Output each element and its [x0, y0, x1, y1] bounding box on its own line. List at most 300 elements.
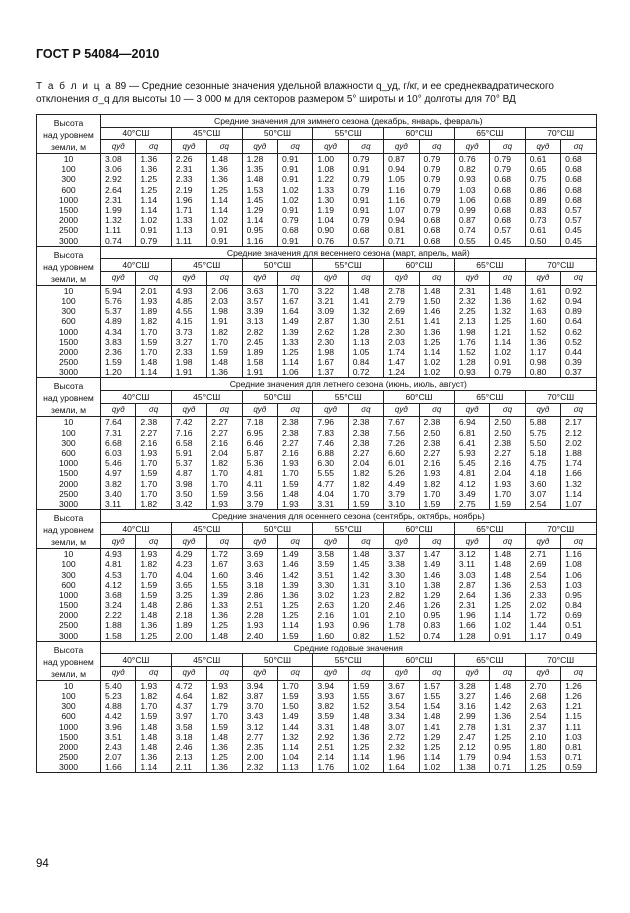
sigma-value-cell: 0.71	[561, 752, 597, 762]
sigma-value-cell: 0.79	[348, 185, 383, 195]
sigma-value-cell: 1.82	[136, 316, 171, 326]
q-value-cell: 3.30	[384, 569, 419, 579]
sigma-value-cell: 1.36	[490, 711, 525, 721]
height-stub-line: Высота	[53, 644, 84, 655]
height-cell: 2500	[37, 357, 101, 367]
q-value-cell: 1.24	[384, 367, 419, 378]
sigma-value-cell: 1.25	[419, 337, 454, 347]
sigma-value-cell: 0.79	[348, 154, 383, 165]
sigma-value-cell: 1.59	[136, 590, 171, 600]
q-header: qуд	[242, 271, 277, 285]
q-value-cell: 3.97	[171, 711, 206, 721]
sigma-value-cell: 1.14	[419, 752, 454, 762]
height-cell: 2000	[37, 347, 101, 357]
height-cell: 1500	[37, 205, 101, 215]
sigma-value-cell: 1.36	[136, 154, 171, 165]
q-value-cell: 3.42	[171, 499, 206, 510]
q-value-cell: 2.16	[313, 610, 348, 620]
q-value-cell: 2.78	[384, 285, 419, 296]
sigma-value-cell: 1.70	[207, 711, 242, 721]
sigma-value-cell: 0.91	[207, 236, 242, 247]
q-value-cell: 1.89	[242, 347, 277, 357]
sigma-value-cell: 0.37	[561, 367, 597, 378]
q-value-cell: 4.23	[171, 559, 206, 569]
sigma-value-cell: 0.91	[277, 154, 312, 165]
latitude-header: 70°СШ	[525, 391, 596, 404]
q-value-cell: 1.11	[171, 236, 206, 247]
q-value-cell: 0.95	[242, 225, 277, 235]
q-value-cell: 3.24	[101, 600, 136, 610]
latitude-header: 40°СШ	[101, 259, 172, 272]
sigma-value-cell: 1.70	[136, 347, 171, 357]
sigma-value-cell: 0.68	[277, 225, 312, 235]
q-value-cell: 0.71	[384, 236, 419, 247]
q-value-cell: 6.60	[384, 448, 419, 458]
table-row	[37, 367, 597, 378]
height-cell: 2500	[37, 752, 101, 762]
sigma-value-cell: 1.08	[561, 559, 597, 569]
q-value-cell: 1.53	[242, 185, 277, 195]
sigma-value-cell: 1.14	[277, 620, 312, 630]
q-value-cell: 2.32	[384, 742, 419, 752]
q-value-cell: 5.45	[454, 458, 489, 468]
q-value-cell: 5.91	[171, 448, 206, 458]
q-value-cell: 4.15	[171, 316, 206, 326]
section-title-row	[37, 641, 597, 654]
latitude-header: 40°СШ	[101, 654, 172, 667]
sigma-value-cell: 1.04	[277, 752, 312, 762]
q-value-cell: 7.96	[313, 417, 348, 428]
sigma-value-cell: 1.48	[419, 711, 454, 721]
sigma-value-cell: 0.79	[419, 185, 454, 195]
sigma-value-cell: 1.48	[490, 549, 525, 560]
sigma-value-cell: 1.14	[136, 762, 171, 773]
q-value-cell: 7.31	[101, 428, 136, 438]
sigma-value-cell: 1.59	[490, 499, 525, 510]
table-row	[37, 174, 597, 184]
sigma-value-cell: 1.66	[561, 468, 597, 478]
q-value-cell: 2.18	[171, 610, 206, 620]
sigma-value-cell: 1.82	[207, 458, 242, 468]
q-value-cell: 2.99	[454, 711, 489, 721]
sigma-value-cell: 1.44	[277, 722, 312, 732]
q-header: qуд	[171, 271, 206, 285]
section-title-row	[37, 115, 597, 128]
q-value-cell: 1.14	[242, 215, 277, 225]
latitude-header-row	[37, 127, 597, 140]
sigma-value-cell: 0.57	[348, 236, 383, 247]
table-row	[37, 428, 597, 438]
q-value-cell: 3.57	[242, 296, 277, 306]
q-value-cell: 4.72	[171, 680, 206, 691]
table-row	[37, 185, 597, 195]
sigma-value-cell: 1.14	[561, 489, 597, 499]
height-cell: 10	[37, 285, 101, 296]
sigma-value-cell: 1.29	[419, 732, 454, 742]
table-row	[37, 337, 597, 347]
sigma-value-cell: 1.25	[419, 742, 454, 752]
table-row	[37, 479, 597, 489]
latitude-header: 70°СШ	[525, 654, 596, 667]
q-header: qуд	[384, 271, 419, 285]
q-value-cell: 2.33	[171, 347, 206, 357]
sigma-value-cell: 0.68	[561, 174, 597, 184]
q-value-cell: 2.32	[242, 762, 277, 773]
q-header: qуд	[313, 271, 348, 285]
q-value-cell: 0.65	[525, 164, 560, 174]
table-row	[37, 417, 597, 428]
height-cell: 300	[37, 174, 101, 184]
sigma-value-cell: 1.14	[136, 367, 171, 378]
sigma-value-cell: 1.93	[277, 499, 312, 510]
q-value-cell: 3.09	[313, 306, 348, 316]
q-value-cell: 1.17	[525, 347, 560, 357]
q-value-cell: 1.64	[384, 762, 419, 773]
q-value-cell: 2.31	[454, 285, 489, 296]
q-value-cell: 1.16	[384, 185, 419, 195]
q-value-cell: 1.93	[242, 620, 277, 630]
sigma-value-cell: 1.36	[136, 620, 171, 630]
sigma-value-cell: 1.41	[419, 316, 454, 326]
latitude-header: 45°СШ	[171, 654, 242, 667]
q-value-cell: 1.20	[101, 367, 136, 378]
q-value-cell: 3.43	[242, 711, 277, 721]
q-header: qуд	[171, 140, 206, 154]
sigma-value-cell: 1.25	[207, 752, 242, 762]
sigma-value-cell: 1.93	[136, 296, 171, 306]
sigma-value-cell: 1.59	[136, 580, 171, 590]
q-value-cell: 1.99	[101, 205, 136, 215]
q-value-cell: 5.46	[101, 458, 136, 468]
q-value-cell: 3.51	[313, 569, 348, 579]
height-stub-line: земли, м	[50, 668, 87, 679]
sigma-value-cell: 1.49	[419, 559, 454, 569]
sigma-value-cell: 1.21	[490, 326, 525, 336]
q-value-cell: 5.93	[454, 448, 489, 458]
q-value-cell: 1.25	[525, 762, 560, 773]
sigma-header: σq	[207, 271, 242, 285]
sigma-value-cell: 0.91	[277, 205, 312, 215]
height-cell: 3000	[37, 236, 101, 247]
q-value-cell: 2.62	[313, 326, 348, 336]
height-stub-line: Высота	[53, 118, 84, 128]
q-value-cell: 4.75	[525, 458, 560, 468]
sigma-value-cell: 0.59	[561, 762, 597, 773]
sigma-value-cell: 0.72	[348, 367, 383, 378]
sigma-value-cell: 1.59	[207, 722, 242, 732]
q-value-cell: 1.35	[242, 164, 277, 174]
q-value-cell: 2.64	[454, 590, 489, 600]
q-header: qуд	[384, 403, 419, 417]
q-value-cell: 1.63	[525, 306, 560, 316]
q-value-cell: 0.75	[525, 174, 560, 184]
sigma-value-cell: 2.38	[136, 417, 171, 428]
sigma-value-cell: 2.16	[490, 458, 525, 468]
sigma-value-cell: 1.25	[490, 600, 525, 610]
sigma-value-cell: 1.06	[561, 569, 597, 579]
sigma-header: σq	[490, 271, 525, 285]
latitude-header: 50°СШ	[242, 127, 313, 140]
q-header: qуд	[313, 403, 348, 417]
sigma-header: σq	[348, 271, 383, 285]
q-value-cell: 4.81	[454, 468, 489, 478]
latitude-header: 45°СШ	[171, 127, 242, 140]
sigma-value-cell: 0.94	[561, 296, 597, 306]
sigma-header: σq	[348, 140, 383, 154]
sigma-value-cell: 1.48	[207, 154, 242, 165]
q-value-cell: 4.97	[101, 468, 136, 478]
sigma-value-cell: 2.04	[490, 468, 525, 478]
table-row	[37, 691, 597, 701]
sigma-value-cell: 0.68	[419, 215, 454, 225]
table-row	[37, 285, 597, 296]
sigma-value-cell: 0.84	[561, 600, 597, 610]
sigma-value-cell: 0.96	[348, 620, 383, 630]
q-value-cell: 1.76	[454, 337, 489, 347]
q-value-cell: 1.66	[101, 762, 136, 773]
table-row	[37, 701, 597, 711]
sigma-value-cell: 2.50	[490, 428, 525, 438]
latitude-header: 55°СШ	[313, 522, 384, 535]
q-value-cell: 1.28	[242, 154, 277, 165]
q-value-cell: 3.59	[313, 559, 348, 569]
sigma-value-cell: 0.68	[561, 164, 597, 174]
q-value-cell: 2.82	[242, 326, 277, 336]
q-header: qуд	[313, 535, 348, 549]
height-cell: 600	[37, 711, 101, 721]
q-value-cell: 5.37	[171, 458, 206, 468]
sigma-value-cell: 1.48	[348, 549, 383, 560]
height-cell: 100	[37, 691, 101, 701]
height-cell: 100	[37, 559, 101, 569]
sigma-value-cell: 1.20	[348, 600, 383, 610]
sigma-header: σq	[277, 271, 312, 285]
q-header: qуд	[384, 140, 419, 154]
q-value-cell: 3.16	[454, 701, 489, 711]
q-value-cell: 0.55	[454, 236, 489, 247]
q-value-cell: 0.73	[525, 215, 560, 225]
q-value-cell: 2.71	[525, 549, 560, 560]
table-caption	[36, 80, 596, 106]
q-value-cell: 5.18	[525, 448, 560, 458]
height-cell: 1000	[37, 195, 101, 205]
sigma-value-cell: 0.57	[490, 225, 525, 235]
q-value-cell: 1.16	[384, 195, 419, 205]
q-value-cell: 3.67	[384, 691, 419, 701]
q-value-cell: 1.52	[525, 326, 560, 336]
height-cell: 10	[37, 154, 101, 165]
sigma-value-cell: 0.79	[490, 154, 525, 165]
sigma-value-cell: 1.48	[277, 489, 312, 499]
q-value-cell: 0.81	[384, 225, 419, 235]
sigma-value-cell: 1.82	[136, 559, 171, 569]
sigma-value-cell: 1.16	[561, 549, 597, 560]
sigma-value-cell: 1.49	[277, 316, 312, 326]
humidity-table	[36, 114, 597, 773]
height-cell: 1500	[37, 732, 101, 742]
height-cell: 600	[37, 580, 101, 590]
section-title: Средние годовые значения	[101, 641, 597, 654]
q-value-cell: 0.93	[454, 367, 489, 378]
sigma-value-cell: 1.48	[136, 357, 171, 367]
sigma-value-cell: 1.32	[348, 306, 383, 316]
table-row	[37, 762, 597, 773]
q-value-cell: 3.63	[242, 285, 277, 296]
height-cell: 100	[37, 164, 101, 174]
sigma-header: σq	[277, 535, 312, 549]
q-value-cell: 3.12	[454, 549, 489, 560]
table-row	[37, 590, 597, 600]
q-value-cell: 5.37	[101, 306, 136, 316]
sigma-value-cell: 0.79	[419, 205, 454, 215]
q-header: qуд	[525, 271, 560, 285]
q-value-cell: 1.03	[454, 185, 489, 195]
q-value-cell: 3.60	[525, 479, 560, 489]
q-value-cell: 3.08	[101, 154, 136, 165]
q-value-cell: 5.40	[101, 680, 136, 691]
sigma-value-cell: 0.83	[419, 620, 454, 630]
sigma-header: σq	[419, 403, 454, 417]
q-value-cell: 4.89	[101, 316, 136, 326]
height-cell: 1000	[37, 326, 101, 336]
sigma-value-cell: 1.59	[348, 680, 383, 691]
q-value-cell: 2.51	[242, 600, 277, 610]
height-cell: 100	[37, 296, 101, 306]
sigma-value-cell: 1.89	[136, 306, 171, 316]
height-cell: 300	[37, 701, 101, 711]
sigma-value-cell: 0.68	[419, 236, 454, 247]
q-value-cell: 1.98	[313, 347, 348, 357]
sigma-value-cell: 2.38	[348, 438, 383, 448]
sigma-value-cell: 1.82	[348, 468, 383, 478]
q-value-cell: 0.90	[313, 225, 348, 235]
height-cell: 600	[37, 185, 101, 195]
q-value-cell: 1.45	[242, 195, 277, 205]
sigma-value-cell: 1.25	[207, 620, 242, 630]
sigma-value-cell: 2.38	[419, 438, 454, 448]
height-stub-line: земли, м	[50, 537, 87, 548]
q-value-cell: 1.36	[525, 337, 560, 347]
q-value-cell: 2.46	[171, 742, 206, 752]
sigma-value-cell: 2.27	[207, 417, 242, 428]
q-value-cell: 1.72	[525, 610, 560, 620]
sigma-value-cell: 1.25	[277, 347, 312, 357]
sigma-value-cell: 0.91	[348, 205, 383, 215]
sigma-value-cell: 1.36	[207, 174, 242, 184]
table-row	[37, 620, 597, 630]
q-value-cell: 3.73	[171, 326, 206, 336]
table-row	[37, 326, 597, 336]
q-value-cell: 2.37	[525, 722, 560, 732]
sigma-value-cell: 0.57	[561, 215, 597, 225]
sigma-value-cell: 1.59	[136, 468, 171, 478]
q-value-cell: 3.10	[384, 499, 419, 510]
sigma-value-cell: 1.46	[419, 569, 454, 579]
q-header: qуд	[384, 667, 419, 681]
sigma-value-cell: 2.16	[136, 438, 171, 448]
q-value-cell: 2.82	[384, 590, 419, 600]
table-row	[37, 742, 597, 752]
latitude-header: 50°СШ	[242, 522, 313, 535]
sigma-value-cell: 1.59	[277, 691, 312, 701]
sigma-value-cell: 1.14	[207, 205, 242, 215]
q-value-cell: 3.27	[454, 691, 489, 701]
q-value-cell: 2.13	[454, 316, 489, 326]
latitude-header: 40°СШ	[101, 391, 172, 404]
table-row	[37, 215, 597, 225]
parameter-header-row	[37, 271, 597, 285]
sigma-value-cell: 1.70	[277, 468, 312, 478]
q-value-cell: 1.66	[454, 620, 489, 630]
q-value-cell: 2.11	[171, 762, 206, 773]
q-header: qуд	[525, 140, 560, 154]
sigma-value-cell: 1.25	[136, 631, 171, 642]
sigma-header: σq	[419, 535, 454, 549]
sigma-value-cell: 0.49	[561, 631, 597, 642]
q-value-cell: 5.23	[101, 691, 136, 701]
q-value-cell: 4.64	[171, 691, 206, 701]
caption-text: 89 — Средние сезонные значения удельной влажности q_уд, г/кг, и ее среднеквадратического отклонения σ_q для высоты 10 — 3 000 м для секторов размером 5° широты и 10° долготы для 70° ВД	[36, 81, 554, 105]
sigma-value-cell: 1.26	[561, 680, 597, 691]
height-cell: 100	[37, 428, 101, 438]
q-value-cell: 5.55	[313, 468, 348, 478]
sigma-value-cell: 1.48	[207, 357, 242, 367]
sigma-value-cell: 1.82	[207, 326, 242, 336]
q-value-cell: 0.98	[525, 357, 560, 367]
sigma-value-cell: 1.14	[490, 610, 525, 620]
q-header: qуд	[242, 403, 277, 417]
height-stub-line: земли, м	[50, 142, 87, 152]
q-value-cell: 3.07	[525, 489, 560, 499]
q-value-cell: 3.31	[313, 499, 348, 510]
q-value-cell: 3.38	[384, 559, 419, 569]
sigma-value-cell: 1.02	[490, 347, 525, 357]
sigma-value-cell: 1.32	[277, 732, 312, 742]
q-value-cell: 1.47	[384, 357, 419, 367]
sigma-value-cell: 2.02	[561, 438, 597, 448]
sigma-value-cell: 1.82	[419, 479, 454, 489]
q-header: qуд	[525, 667, 560, 681]
height-stub-line: над уровнем	[43, 393, 94, 404]
q-value-cell: 6.30	[313, 458, 348, 468]
sigma-value-cell: 1.30	[348, 316, 383, 326]
sigma-value-cell: 0.79	[419, 164, 454, 174]
sigma-value-cell: 1.55	[419, 691, 454, 701]
section-title-row	[37, 378, 597, 391]
q-value-cell: 3.93	[313, 691, 348, 701]
q-value-cell: 2.31	[101, 195, 136, 205]
table-row	[37, 680, 597, 691]
sigma-value-cell: 1.93	[419, 468, 454, 478]
latitude-header: 60°СШ	[384, 391, 455, 404]
q-header: qуд	[313, 140, 348, 154]
q-value-cell: 2.40	[242, 631, 277, 642]
q-value-cell: 2.46	[384, 600, 419, 610]
q-value-cell: 5.88	[525, 417, 560, 428]
q-value-cell: 4.04	[171, 569, 206, 579]
sigma-value-cell: 1.67	[277, 296, 312, 306]
sigma-header: σq	[419, 271, 454, 285]
sigma-value-cell: 1.47	[419, 549, 454, 560]
q-value-cell: 3.63	[242, 559, 277, 569]
q-value-cell: 7.64	[101, 417, 136, 428]
table-row	[37, 559, 597, 569]
sigma-value-cell: 1.36	[490, 580, 525, 590]
q-value-cell: 2.77	[242, 732, 277, 742]
sigma-value-cell: 1.42	[348, 569, 383, 579]
height-cell: 1000	[37, 458, 101, 468]
q-value-cell: 6.68	[101, 438, 136, 448]
